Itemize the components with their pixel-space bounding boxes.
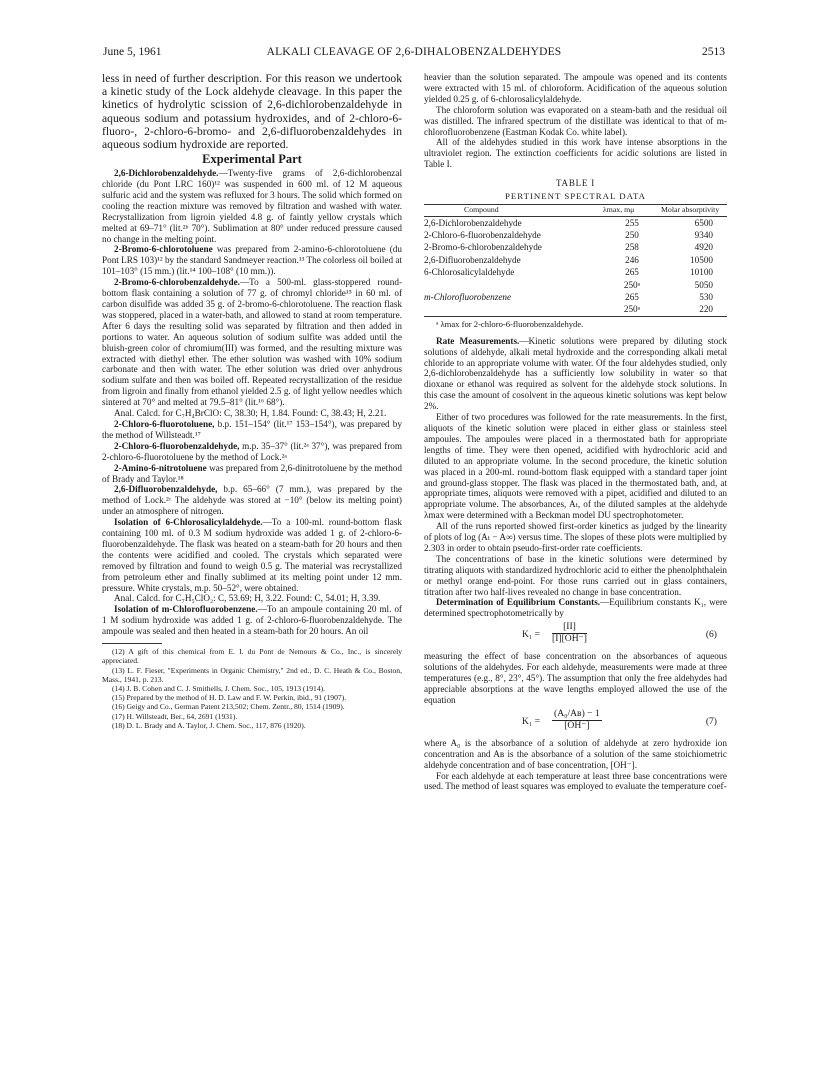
paragraph-text: —Equilibrium constants K₁, were determined spectrophotometrically by bbox=[424, 597, 727, 619]
header-title: ALKALI CLEAVAGE OF 2,6-DIHALOBENZALDEHYDES bbox=[266, 46, 562, 58]
cell-absorptivity: 4920 bbox=[694, 242, 713, 253]
analysis-line: Anal. Calcd. for C₇H₅ClO₂: C, 53.69; H, 3.22. Found: C, 54.01; H, 3.39. bbox=[114, 593, 381, 604]
table-row bbox=[424, 279, 727, 291]
cell-absorptivity: 220 bbox=[699, 304, 713, 315]
footnote: (14) J. B. Cohen and C. J. Smithells, J. Chem. Soc., 105, 1913 (1914). bbox=[112, 683, 326, 693]
cell-absorptivity: 9340 bbox=[694, 229, 713, 240]
cell-lambda: 250 bbox=[625, 229, 639, 240]
footnote: (18) D. L. Brady and A. Taylor, J. Chem. Soc., 117, 876 (1920). bbox=[112, 720, 306, 730]
cell-compound: 2-Chloro-6-fluorobenzaldehyde bbox=[424, 229, 541, 240]
paragraph-heading: 2-Chloro-6-fluorobenzaldehyde, bbox=[114, 440, 240, 451]
paragraph-text: —To a 500-ml. glass-stoppered round-bottom flask containing a solution of 77 g. of chromyl chloride¹⁵ in 60 ml. of carbon disulfide was added 35 g. of 2-bromo-6-chlorotoluene. The reaction flask was stoppered, placed in a water-bath, and allowed to stand at room temperature. After 6 days the resulting solid was separated by filtration and then added in portions to water. An aqueous solution of sodium sulfite was added until the bluish-green color of chromium(III) was formed, and the resulting mixture was extracted with diethyl ether. The ether solution was washed with 10% sodium carbonate and then with water. The ether solution was dried over anhydrous sodium sulfate and then was boiled off. Repeated recrystallization of the residue from ligroin and finally from ethanol yielded 2.5 g. of light yellow needles which sintered at 70° and melted at 79.5–81° (lit.¹⁶ 68°). bbox=[102, 277, 402, 408]
table-title: PERTINENT SPECTRAL DATA bbox=[504, 191, 647, 202]
paragraph-heading: 2-Chloro-6-fluorotoluene, bbox=[114, 418, 215, 429]
table-caption: TABLE I bbox=[555, 178, 596, 189]
header-date: June 5, 1961 bbox=[103, 46, 162, 58]
equation-6 bbox=[424, 622, 727, 648]
column-header-lambda: λmax, mμ bbox=[603, 204, 635, 214]
spectral-data-table bbox=[424, 204, 727, 316]
paragraph bbox=[102, 441, 402, 463]
page-number: 2513 bbox=[702, 46, 725, 58]
table-row bbox=[424, 229, 727, 241]
equation-7 bbox=[424, 709, 727, 735]
cell-lambda: 246 bbox=[625, 254, 639, 265]
paragraph: All of the runs reported showed first-order kinetics as judged by the linearity of plots of log (Aₜ − A∞) versus time. The slopes of these plots were multiplied by 2.303 in order to obtain pseudo-first-order rate coefficients. bbox=[424, 521, 727, 553]
paragraph-text: was prepared from 2,6-dinitrotoluene by the method of Brady and Taylor.¹⁸ bbox=[102, 462, 402, 484]
paragraph-heading: 2-Amino-6-nitrotoluene bbox=[114, 462, 207, 473]
paragraph-heading: 2,6-Dichlorobenzaldehyde. bbox=[114, 168, 219, 179]
right-column bbox=[424, 72, 727, 792]
paragraph: Either of two procedures was followed for the rate measurements. In the first, aliquots of the kinetic solution were placed in either glass or stainless steel ampoules. The ampoules were placed in a thermostated bath for appropriate lengths of time. They were then opened, acidified with hydrochloric acid and diluted to an appropriate volume. In the second procedure, the kinetic solution was placed in a 200-ml. round-bottom flask equipped with a standard taper joint and ground-glass stopper. The flask was placed in the thermostated bath, and, at appropriate times, aliquots were removed with a pipet, acidified and diluted to an appropriate volume. The absorbances, Aₜ, of the diluted samples at the aldehyde λmax were determined with a Beckman model DU spectrophotometer. bbox=[424, 412, 727, 521]
table-row bbox=[424, 254, 727, 266]
footnote: (17) H. Willsteadt, Ber., 64, 2691 (1931). bbox=[112, 711, 238, 721]
paragraph: heavier than the solution separated. The ampoule was opened and its contents were extracted with 15 ml. of chloroform. Acidification of the aqueous solution yielded 0.25 g. of 6-chlorosalicylaldehyde. bbox=[424, 72, 727, 104]
intro-paragraph: less in need of further description. For this reason we undertook a kinetic study of the Lock aldehyde cleavage. In this paper the kinetics of hydrolytic scission of 2,6-dichlorobenzaldehyde in aqueous sodium and potassium hydroxides, and of 2-chloro-6-fluoro-, 2-chloro-6-bromo- and 2,6-difluorobenzaldehydes in aqueous sodium hydroxide are reported. bbox=[102, 72, 402, 152]
cell-lambda: 255 bbox=[625, 217, 639, 228]
paragraph-heading: 2-Bromo-6-chlorobenzaldehyde. bbox=[114, 277, 240, 288]
cell-absorptivity: 10500 bbox=[690, 254, 713, 265]
paragraph-heading: 2,6-Difluorobenzaldehyde, bbox=[114, 484, 218, 495]
paragraph: where A₀ is the absorbance of a solution of aldehyde at zero hydroxide ion concentration and Aʙ is the absorbance of a solution of the same stoichiometric aldehyde concentration and of base concentration, [OH⁻]. bbox=[424, 737, 727, 770]
page-header bbox=[103, 46, 725, 62]
cell-compound: 2-Bromo-6-chlorobenzaldehyde bbox=[424, 242, 542, 253]
equation-lhs: K₁ = bbox=[522, 629, 541, 641]
footnote: (16) Geigy and Co., German Patent 213,502; Chem. Zentr., 80, 1514 (1909). bbox=[112, 702, 345, 712]
cell-absorptivity: 6500 bbox=[694, 217, 713, 228]
column-header-absorptivity: Molar absorptivity bbox=[661, 204, 720, 214]
cell-compound: m-Chlorofluorobenzene bbox=[424, 292, 512, 302]
section-heading: Experimental Part bbox=[202, 152, 302, 167]
paragraph: The concentrations of base in the kinetic solutions were determined by titrating aliquots with standardized hydrochloric acid to either the phenolphthalein or methyl orange end-point. For those runs carried out in glass containers, titration after two half-lives revealed no change in base concentration. bbox=[424, 553, 727, 597]
paragraph: The chloroform solution was evaporated on a steam-bath and the residual oil was distilled. The infrared spectrum of the distillate was identical to that of m-chlorofluorobenzene (Eastman Kodak Co. white label). bbox=[424, 104, 727, 137]
equation-number: (6) bbox=[705, 629, 717, 641]
paragraph: All of the aldehydes studied in this work have intense absorptions in the ultraviolet region. The extinction coefficients for acidic solutions are listed in Table I. bbox=[424, 137, 727, 170]
cell-absorptivity: 10100 bbox=[690, 267, 713, 278]
paragraph bbox=[102, 463, 402, 485]
cell-lambda: 258 bbox=[625, 242, 639, 253]
equation-fraction bbox=[552, 709, 602, 732]
table-footnote: ᵃ λmax for 2-chloro-6-fluorobenzaldehyde. bbox=[424, 316, 727, 330]
paragraph bbox=[102, 168, 402, 244]
paragraph bbox=[102, 419, 402, 441]
equation-fraction bbox=[552, 622, 587, 645]
cell-compound: 6-Chlorosalicylaldehyde bbox=[424, 267, 515, 278]
equation-numerator: (A₀/Aʙ) − 1 bbox=[554, 707, 600, 719]
paragraph-text: —To a 100-ml. round-bottom flask containing 100 ml. of 0.3 M sodium hydroxide was added 1 g. of 2-chloro-6-fluorobenzaldehyde. The flask was heated on a steam-bath for 20 hours and then the contents were acidified and cooled. The crystals which separated were removed by filtration and found to weigh 0.5 g. The material was recrystallized from petroleum ether and finally sublimed at its melting point under 12 mm. pressure. White crystals, m.p. 50–52°, were obtained. bbox=[102, 517, 402, 593]
paragraph-text: b.p. 65–66° (7 mm.), was prepared by the method of Lock.²ᶜ The aldehyde was stored at −10° (below its melting point) under an atmosphere of nitrogen. bbox=[102, 484, 402, 517]
paragraph bbox=[102, 517, 402, 593]
paragraph: For each aldehyde at each temperature at least three base concentrations were used. The method of least squares was employed to evaluate the temperature coef- bbox=[424, 770, 727, 792]
paragraph bbox=[424, 597, 727, 619]
paragraph-heading: Isolation of m-Chlorofluorobenzene. bbox=[114, 604, 258, 615]
cell-lambda: 265 bbox=[625, 267, 639, 278]
paragraph bbox=[424, 336, 727, 412]
column-header-compound: Compound bbox=[464, 204, 499, 214]
cell-absorptivity: 5050 bbox=[694, 279, 713, 290]
equation-numerator: [II] bbox=[552, 622, 587, 634]
paragraph: measuring the effect of base concentration on the absorbances of aqueous solutions of the aldehydes. For each aldehyde, measurements were made at three temperatures (e.g., 8°, 23°, 45°). The assumption that only the free aldehydes had appreciable absorptions at the wave lengths employed allowed the use of the equation bbox=[424, 651, 727, 705]
paragraph bbox=[102, 277, 402, 408]
footnote: (13) L. F. Fieser, "Experiments in Organic Chemistry," 2nd ed., D. C. Heath & Co., Boston, Mass., 1941, p. 213. bbox=[102, 665, 402, 684]
paragraph-text: m.p. 35–37° (lit.²ᵃ 37°), was prepared from 2-chloro-6-fluorotoluene by the method of Lock.²ᵃ bbox=[102, 440, 402, 462]
table-row bbox=[424, 266, 727, 278]
paragraph-text: was prepared from 2-amino-6-chlorotoluene (du Pont LRS 103)¹² by the standard Sandmeyer reaction.¹³ The colorless oil boiled at 101–103° (15 mm.) (lit.¹⁴ 100–108° (10 mm.)). bbox=[102, 244, 402, 277]
table-row bbox=[424, 241, 727, 253]
cell-compound: 2,6-Dichlorobenzaldehyde bbox=[424, 217, 522, 228]
paragraph bbox=[102, 244, 402, 277]
cell-absorptivity: 530 bbox=[699, 292, 713, 302]
equation-lhs: K₁ = bbox=[522, 715, 541, 727]
paragraph-heading: Rate Measurements. bbox=[436, 335, 520, 346]
paragraph-heading: Isolation of 6-Chlorosalicylaldehyde. bbox=[114, 517, 263, 528]
paragraph-heading: Determination of Equilibrium Constants. bbox=[436, 597, 601, 608]
equation-number: (7) bbox=[705, 715, 717, 727]
paragraph bbox=[102, 604, 402, 637]
analysis-line: Anal. Calcd. for C₇H₄BrClO: C, 38.30; H, 1.84. Found: C, 38.43; H, 2.21. bbox=[114, 408, 387, 419]
table-row bbox=[424, 216, 727, 229]
paragraph-heading: 2-Bromo-6-chlorotoluene bbox=[114, 244, 213, 255]
equation-denominator: [I][OH⁻] bbox=[552, 633, 587, 645]
paragraph-text: —To an ampoule containing 20 ml. of 1 M sodium hydroxide was added 1 g. of 2-chloro-6-fluorobenzaldehyde. The ampoule was sealed and then heated in a steam-bath for 20 hours. An oil bbox=[102, 604, 402, 637]
paragraph bbox=[102, 484, 402, 517]
cell-lambda: 265 bbox=[625, 292, 639, 302]
paragraph-text: —Twenty-five grams of 2,6-dichlorobenzal chloride (du Pont LRC 160)¹² was suspended in 600 ml. of 12 M aqueous sulfuric acid and the system was refluxed for 3 hours. The solid which formed on cooling the reaction mixture was removed by filtration and washed with water. Recrystallization from ligroin yielded 4.8 g. of faintly yellow crystals which melted at 69–71° (lit.²ᵇ 70°). Sublimation at 80° under reduced pressure caused no change in the melting point. bbox=[102, 168, 402, 244]
cell-lambda: 250ᵃ bbox=[623, 304, 641, 315]
equation-denominator: [OH⁻] bbox=[564, 719, 590, 731]
left-column bbox=[102, 72, 402, 730]
table-header-row bbox=[424, 204, 727, 216]
footnote-divider bbox=[102, 643, 162, 644]
paragraph-text: b.p. 151–154° (lit.¹⁷ 153–154°), was prepared by the method of Willsteadt.¹⁷ bbox=[102, 418, 402, 440]
footnote: (12) A gift of this chemical from E. I. du Pont de Nemours & Co., Inc., is sincerely appreciated. bbox=[102, 647, 402, 666]
footnote: (15) Prepared by the method of H. D. Law and F. W. Perkin, ibid., 91 (1907). bbox=[112, 693, 347, 703]
paragraph-text: —Kinetic solutions were prepared by diluting stock solutions of aldehyde, alkali metal hydroxide and the corresponding alkali metal chloride to an appropriate volume with water. Of the four aldehydes studied, only 2,6-dichlorobenzaldehyde has a sufficiently low solubility in water so that dioxane or ethanol was required as solvent for the aldehyde stock solutions. In this case the amount of cosolvent in the aqueous kinetic solutions was kept below 2%. bbox=[424, 335, 727, 412]
cell-lambda: 250ᵃ bbox=[623, 279, 641, 290]
cell-compound: 2,6-Difluorobenzaldehyde bbox=[424, 254, 521, 265]
